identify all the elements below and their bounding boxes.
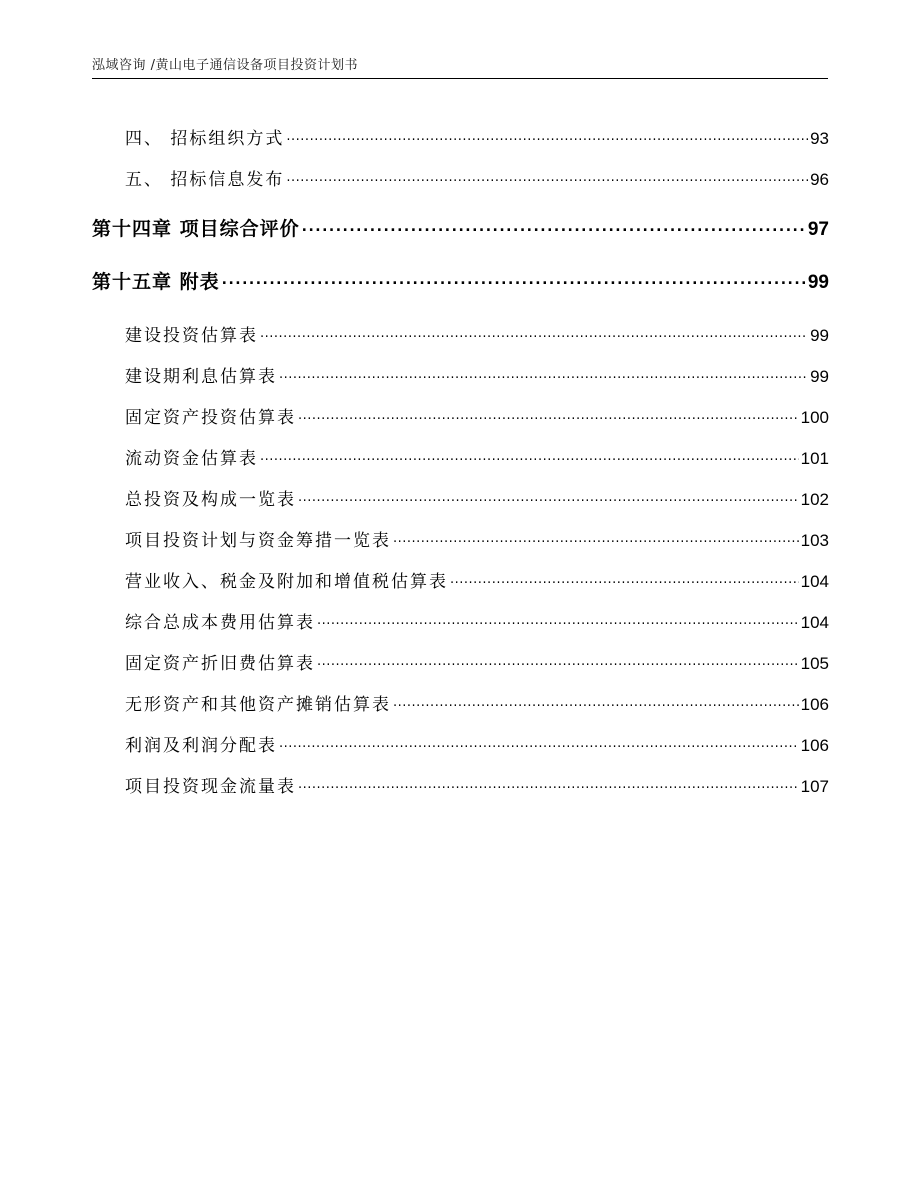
- toc-entry-page: 97: [807, 219, 829, 240]
- toc-entry-page: 100: [800, 408, 829, 427]
- toc-leader-dots: [393, 529, 799, 546]
- toc-entry-table[interactable]: [92, 321, 829, 346]
- toc-entry-table[interactable]: [92, 485, 829, 510]
- toc-leader-dots: [393, 693, 799, 710]
- toc-entry-table[interactable]: [92, 772, 829, 797]
- toc-leader-dots: [279, 734, 799, 751]
- toc-entry-label: 利润及利润分配表: [125, 736, 277, 756]
- header-title: 泓域咨询 /黄山电子通信设备项目投资计划书: [92, 58, 359, 73]
- toc-entry-label: 总投资及构成一览表: [125, 490, 296, 510]
- toc-entry-label: 无形资产和其他资产摊销估算表: [125, 695, 391, 715]
- toc-entry-label: 固定资产投资估算表: [125, 408, 296, 428]
- toc-leader-dots: [298, 775, 799, 792]
- toc-entry-table[interactable]: [92, 362, 829, 387]
- toc-entry-label: 项目投资现金流量表: [125, 777, 296, 797]
- toc-leader-dots: [279, 365, 808, 382]
- toc-entry-page: 96: [810, 170, 829, 189]
- toc-entry-label: 第十五章 附表: [92, 271, 220, 293]
- toc-entry-label: 项目投资计划与资金筹措一览表: [125, 531, 391, 551]
- toc-leader-dots: [298, 406, 799, 423]
- toc-entry-label: 综合总成本费用估算表: [125, 613, 315, 633]
- toc-entry-label: 五、 招标信息发布: [125, 170, 285, 190]
- toc-entry-table[interactable]: [92, 608, 829, 633]
- toc-entry-table[interactable]: [92, 526, 829, 551]
- toc-leader-dots: [286, 168, 808, 185]
- toc-entry-label: 四、 招标组织方式: [125, 129, 285, 149]
- page-header: [92, 54, 828, 79]
- toc-entry-section[interactable]: [92, 124, 829, 149]
- toc-leader-dots: [286, 127, 808, 144]
- toc-entry-page: 99: [810, 367, 829, 386]
- toc-entry-label: 建设投资估算表: [125, 326, 258, 346]
- toc-leader-dots: [317, 611, 799, 628]
- toc-entry-table[interactable]: [92, 649, 829, 674]
- toc-entry-page: 105: [800, 654, 829, 673]
- toc-leader-dots: [450, 570, 799, 587]
- toc-entry-table[interactable]: [92, 444, 829, 469]
- toc-leader-dots: [302, 216, 806, 235]
- toc-entry-table[interactable]: [92, 690, 829, 715]
- toc-leader-dots: [298, 488, 799, 505]
- toc-entry-section[interactable]: [92, 165, 829, 190]
- toc-entry-page: 101: [800, 449, 829, 468]
- toc-entry-label: 固定资产折旧费估算表: [125, 654, 315, 674]
- toc-entry-page: 99: [807, 272, 829, 293]
- toc-leader-dots: [317, 652, 799, 669]
- toc-entry-page: 104: [800, 572, 829, 591]
- toc-entry-page: 103: [800, 531, 829, 550]
- toc-entry-table[interactable]: [92, 403, 829, 428]
- toc-entry-label: 营业收入、税金及附加和增值税估算表: [125, 572, 448, 592]
- toc-entry-table[interactable]: [92, 731, 829, 756]
- toc-entry-page: 106: [800, 695, 829, 714]
- toc-entry-page: 99: [810, 326, 829, 345]
- toc-entry-page: 107: [800, 777, 829, 796]
- toc-entry-chapter[interactable]: [92, 267, 829, 294]
- toc-leader-dots: [222, 269, 806, 288]
- toc-entry-label: 建设期利息估算表: [125, 367, 277, 387]
- toc-entry-label: 第十四章 项目综合评价: [92, 218, 300, 240]
- toc-entry-page: 106: [800, 736, 829, 755]
- toc-leader-dots: [260, 324, 808, 341]
- toc-leader-dots: [260, 447, 799, 464]
- toc-entry-table[interactable]: [92, 567, 829, 592]
- toc-entry-chapter[interactable]: [92, 214, 829, 241]
- toc-entry-page: 102: [800, 490, 829, 509]
- toc-entry-label: 流动资金估算表: [125, 449, 258, 469]
- toc-entry-page: 104: [800, 613, 829, 632]
- toc-entry-page: 93: [810, 129, 829, 148]
